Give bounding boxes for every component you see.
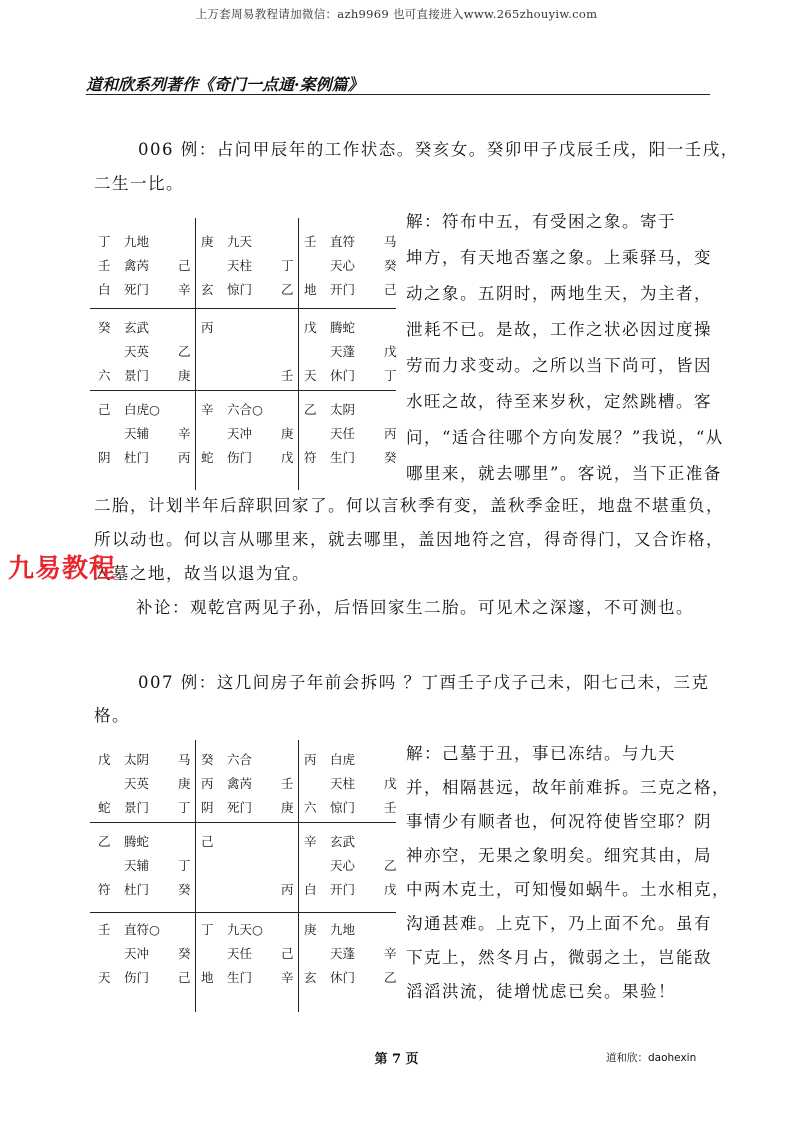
palace-glyph: 丁 [178,858,191,873]
palace-glyph: 伤门 [227,450,253,465]
palace-glyph: 杜门 [124,882,150,897]
palace-glyph: 天柱 [330,776,356,791]
commentary-line: 解：符布中五，有受困之象。寄于 [406,212,676,231]
header-rule [86,94,710,95]
palace-glyph: 乙 [384,970,397,985]
palace-glyph: 壬 [304,234,317,249]
palace-glyph: 天心 [330,258,356,273]
palace-glyph: 休门 [330,970,356,985]
palace-glyph: 天 [304,368,317,383]
palace-glyph: 戊 [98,752,111,767]
commentary-line: 事情少有顺者也，何况符使皆空耶？阴 [406,812,712,831]
palace-glyph: 景门 [124,800,150,815]
palace-glyph: 天辅 [124,858,150,873]
commentary-line: 并，相隔甚远，故年前难拆。三克之格， [406,778,730,797]
palace-glyph: 庚 [281,426,294,441]
palace-glyph: 地 [304,282,317,297]
palace-glyph: 白虎 [330,752,356,767]
grid-divider [90,390,396,391]
palace-glyph: 蛇 [98,800,111,815]
palace-glyph: 辛 [384,946,397,961]
palace-glyph: 戊 [281,450,294,465]
palace-glyph: 九天○ [227,922,263,937]
palace-glyph: 符 [98,882,111,897]
commentary-line: 坤方，有天地否塞之象。上乘驿马，变 [406,248,712,267]
palace-glyph: 玄 [201,282,214,297]
palace-glyph: 己 [281,946,294,961]
palace-glyph: 蛇 [201,450,214,465]
palace-glyph: 天冲 [227,426,253,441]
palace-glyph: 壬 [281,776,294,791]
case1-qimen-chart [90,218,400,490]
commentary-line: 沟通甚难。上克下，乃上面不允。虽有 [406,914,712,933]
case1-intro-line2: 二生一比。 [94,174,184,193]
palace-glyph: 庚 [281,800,294,815]
palace-glyph: 癸 [98,320,111,335]
palace-glyph: 开门 [330,282,356,297]
palace-glyph: 癸 [178,946,191,961]
commentary-line: 劳而力求变动。之所以当下尚可，皆因 [406,356,712,375]
case1-intro-line1: 006 例：占问甲辰年的工作状态。癸亥女。癸卯甲子戊辰壬戌，阳一壬戌， [138,140,739,159]
case2-qimen-chart [90,740,400,1012]
palace-glyph: 六 [304,800,317,815]
palace-glyph: 庚 [178,368,191,383]
palace-glyph: 马 [384,234,397,249]
palace-glyph: 乙 [304,402,317,417]
palace-glyph: 惊门 [330,800,356,815]
body-line: 入墓之地，故当以退为宜。 [94,564,310,583]
palace-glyph: 戊 [384,344,397,359]
palace-glyph: 生门 [330,450,356,465]
palace-glyph: 杜门 [124,450,150,465]
palace-glyph: 马 [178,752,191,767]
palace-glyph: 开门 [330,882,356,897]
commentary-line: 动之象。五阴时，两地生天，为主者， [406,284,712,303]
palace-glyph: 天辅 [124,426,150,441]
palace-glyph: 景门 [124,368,150,383]
author-credit: 道和欣：daohexin [606,1052,697,1064]
palace-glyph: 丙 [178,450,191,465]
palace-glyph: 戊 [384,776,397,791]
palace-glyph: 乙 [384,858,397,873]
palace-glyph: 乙 [98,834,111,849]
palace-glyph: 伤门 [124,970,150,985]
palace-glyph: 庚 [201,234,214,249]
body-line: 所以动也。何以言从哪里来，就去哪里，盖因地符之宫，得奇得门，又合诈格， [94,530,724,549]
palace-glyph: 癸 [201,752,214,767]
palace-glyph: 癸 [178,882,191,897]
palace-glyph: 腾蛇 [330,320,356,335]
palace-glyph: 白 [98,282,111,297]
palace-glyph: 己 [178,970,191,985]
watermark-logo: 九易教程 [8,554,117,584]
palace-glyph: 丁 [98,234,111,249]
palace-glyph: 壬 [384,800,397,815]
palace-glyph: 禽芮 [227,776,253,791]
palace-glyph: 禽芮 [124,258,150,273]
palace-glyph: 辛 [281,970,294,985]
palace-glyph: 己 [178,258,191,273]
grid-divider [90,822,396,823]
palace-glyph: 直符○ [124,922,160,937]
palace-glyph: 地 [201,970,214,985]
grid-divider [298,740,299,1012]
commentary-line: 中两木克土，可知慢如蜗牛。土水相克， [406,880,730,899]
palace-glyph: 癸 [384,258,397,273]
palace-glyph: 玄 [304,970,317,985]
palace-glyph: 九地 [330,922,356,937]
palace-glyph: 辛 [178,282,191,297]
page-number: 第 7 页 [374,1052,419,1067]
palace-glyph: 壬 [281,368,294,383]
palace-glyph: 丁 [178,800,191,815]
palace-glyph: 腾蛇 [124,834,150,849]
palace-glyph: 丙 [281,882,294,897]
palace-glyph: 天任 [330,426,356,441]
top-banner-note: 上万套周易教程请加微信：azh9969 也可直接进入www.265zhouyiw.com [195,7,598,21]
palace-glyph: 死门 [227,800,253,815]
palace-glyph: 太阴 [124,752,150,767]
palace-glyph: 辛 [178,426,191,441]
palace-glyph: 天蓬 [330,946,356,961]
palace-glyph: 天柱 [227,258,253,273]
palace-glyph: 阴 [201,800,214,815]
grid-divider [90,912,396,913]
palace-glyph: 丙 [201,776,214,791]
commentary-line: 下克上，然冬月占，微弱之土，岂能敌 [406,948,712,967]
case1-supplement: 补论：观乾宫两见子孙，后悟回家生二胎。可见术之深邃，不可测也。 [136,598,694,617]
palace-glyph: 天任 [227,946,253,961]
palace-glyph: 白 [304,882,317,897]
palace-glyph: 庚 [178,776,191,791]
palace-glyph: 死门 [124,282,150,297]
palace-glyph: 壬 [98,258,111,273]
palace-glyph: 太阴 [330,402,356,417]
case2-intro-line1: 007 例：这几间房子年前会拆吗 ？丁酉壬子戊子己未，阳七己未，三克 [138,673,710,692]
palace-glyph: 休门 [330,368,356,383]
palace-glyph: 九天 [227,234,253,249]
running-header: 道和欣系列著作《奇门一点通·案例篇》 [86,75,364,94]
grid-divider [298,218,299,490]
commentary-line: 水旺之故，待至来岁秋，定然跳槽。客 [406,392,712,411]
palace-glyph: 符 [304,450,317,465]
palace-glyph: 癸 [384,450,397,465]
palace-glyph: 丙 [201,320,214,335]
palace-glyph: 白虎○ [124,402,160,417]
commentary-line: 滔滔洪流，徒增忧虑已矣。果验！ [406,982,676,1001]
palace-glyph: 六合 [227,752,253,767]
palace-glyph: 天英 [124,344,150,359]
palace-glyph: 丙 [384,426,397,441]
palace-glyph: 辛 [304,834,317,849]
palace-glyph: 天英 [124,776,150,791]
palace-glyph: 己 [98,402,111,417]
commentary-line: 问，“适合往哪个方向发展？”我说，“从 [406,428,724,447]
palace-glyph: 丁 [384,368,397,383]
palace-glyph: 九地 [124,234,150,249]
palace-glyph: 天冲 [124,946,150,961]
palace-glyph: 玄武 [330,834,356,849]
palace-glyph: 壬 [98,922,111,937]
palace-glyph: 天心 [330,858,356,873]
palace-glyph: 六 [98,368,111,383]
palace-glyph: 己 [384,282,397,297]
palace-glyph: 玄武 [124,320,150,335]
case2-intro-line2: 格。 [94,706,130,725]
palace-glyph: 辛 [201,402,214,417]
commentary-line: 神亦空，无果之象明矣。细究其由，局 [406,846,712,865]
commentary-line: 解：己墓于丑，事已冻结。与九天 [406,744,676,763]
palace-glyph: 六合○ [227,402,263,417]
palace-glyph: 丁 [201,922,214,937]
palace-glyph: 戊 [384,882,397,897]
palace-glyph: 戊 [304,320,317,335]
palace-glyph: 生门 [227,970,253,985]
palace-glyph: 直符 [330,234,356,249]
palace-glyph: 惊门 [227,282,253,297]
commentary-line: 泄耗不已。是故，工作之状必因过度操 [406,320,712,339]
grid-divider [195,740,196,1012]
palace-glyph: 天 [98,970,111,985]
palace-glyph: 丁 [281,258,294,273]
commentary-line: 哪里来，就去哪里”。客说，当下正准备 [406,464,722,483]
palace-glyph: 阴 [98,450,111,465]
palace-glyph: 天蓬 [330,344,356,359]
palace-glyph: 丙 [304,752,317,767]
palace-glyph: 乙 [178,344,191,359]
palace-glyph: 己 [201,834,214,849]
palace-glyph: 乙 [281,282,294,297]
grid-divider [90,308,396,309]
body-line: 二胎，计划半年后辞职回家了。何以言秋季有变，盖秋季金旺，地盘不堪重负， [94,496,724,515]
grid-divider [195,218,196,490]
palace-glyph: 庚 [304,922,317,937]
